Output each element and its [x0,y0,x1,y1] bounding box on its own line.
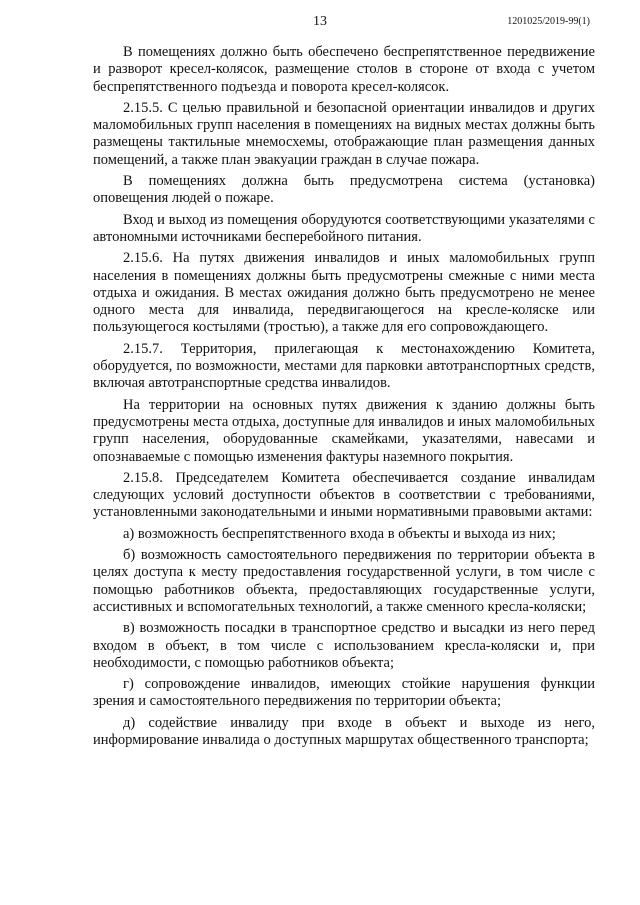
paragraph: В помещениях должно быть обеспечено беспрепятственное передвижение и разворот кресел-колясок, размещение столов в стороне от входа с учетом беспрепятственного подъезда и поворота кресел-колясок. [93,44,595,95]
list-item: б) возможность самостоятельного передвижения по территории объекта в целях доступа к месту предоставления государственной услуги, в том числе с помощью работников объекта, предоставляющих государственные услуги, ассистивных и вспомогательных технологий, а также сменного кресла-коляски; [93,547,595,615]
document-body [93,44,595,753]
paragraph: 2.15.7. Территория, прилегающая к местонахождению Комитета, оборудуется, по возможности, местами для парковки автотранспортных средств, включая автотранспортные средства инвалидов. [93,340,595,392]
list-item: д) содействие инвалиду при входе в объект и выходе из него, информирование инвалида о доступных маршрутах общественного транспорта; [93,714,595,748]
paragraph: 2.15.6. На путях движения инвалидов и иных маломобильных групп населения в помещениях должны быть предусмотрены смежные с ними места отдыха и ожидания. В местах ожидания должно быть предусмотрено не менее одного места для инвалида, передвигающегося на кресле-коляске или пользующегося костылями (тростью), а также для его сопровождающего. [93,250,595,336]
list-item: в) возможность посадки в транспортное средство и высадки из него перед входом в объект, в том числе с использованием кресла-коляски и, при необходимости, с помощью работников объекта; [93,620,595,671]
document-code: 1201025/2019-99(1) [507,16,590,27]
paragraph: На территории на основных путях движения к зданию должны быть предусмотрены места отдыха, доступные для инвалидов и иных маломобильных групп населения, оборудованные скамейками, указателями, навесами и опознаваемые с помощью изменения фактуры наземного покрытия. [93,396,595,465]
paragraph: 2.15.5. С целью правильной и безопасной ориентации инвалидов и других маломобильных групп населения в помещениях на видных местах должны быть размещены тактильные мнемосхемы, отображающие план размещения данных помещений, а также план эвакуации граждан в случае пожара. [93,99,595,168]
list-item: г) сопровождение инвалидов, имеющих стойкие нарушения функции зрения и самостоятельного передвижения по территории объекта; [93,676,595,710]
page-number: 13 [313,14,327,29]
paragraph: В помещениях должна быть предусмотрена система (установка) оповещения людей о пожаре. [93,173,595,207]
paragraph: 2.15.8. Председателем Комитета обеспечивается создание инвалидам следующих условий доступности объектов в соответствии с требованиями, установленными законодательными и иными нормативными правовыми актами: [93,469,595,521]
list-item: а) возможность беспрепятственного входа в объекты и выхода из них; [123,525,556,542]
paragraph: Вход и выход из помещения оборудуются соответствующими указателями с автономными источниками бесперебойного питания. [93,211,595,245]
